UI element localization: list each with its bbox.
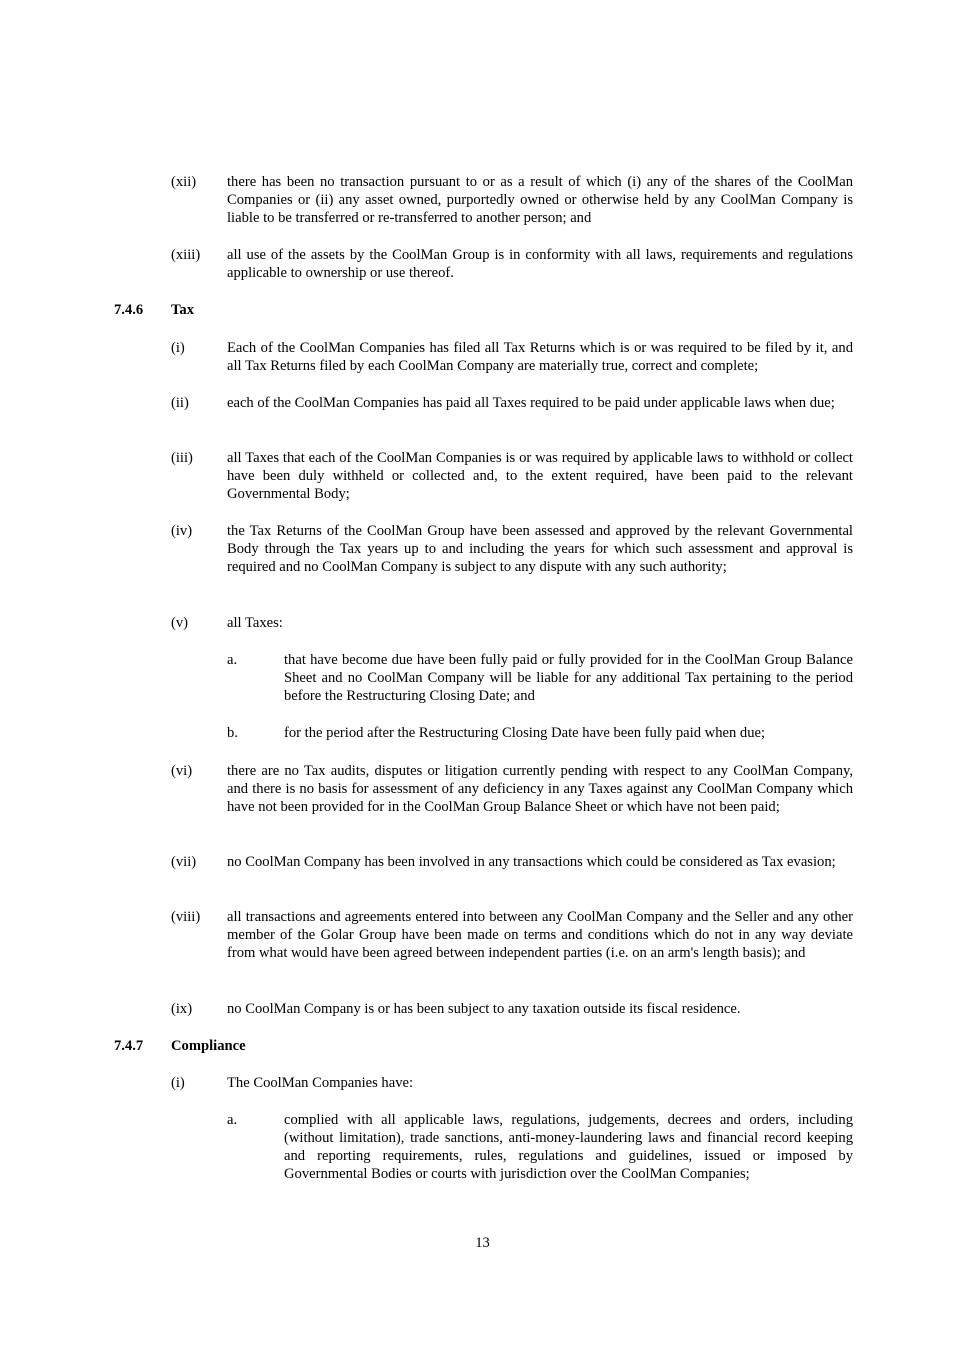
item-text: all transactions and agreements entered into between any CoolMan Company and the Seller and any other member of the Golar Group have been made on terms and conditions which do not in any way deviate from what would have been agreed between independent parties (i.e. on an arm's length basis); and: [227, 909, 853, 961]
item-number: (ii): [171, 395, 189, 411]
item-text: The CoolMan Companies have:: [227, 1075, 414, 1091]
item-number: (iv): [171, 523, 193, 539]
sub-item-text: for the period after the Restructuring Closing Date have been fully paid when due;: [284, 725, 766, 741]
sub-item-letter: a.: [227, 1112, 238, 1128]
sub-item-text: that have become due have been fully paid or fully provided for in the CoolMan Group Balance Sheet and no CoolMan Company will be liable for any additional Tax pertaining to the period before the Restructuring Closing Date; and: [284, 652, 853, 704]
item-text: all Taxes that each of the CoolMan Companies is or was required by applicable laws to withhold or collect have been duly withheld or collected and, to the extent required, have been paid to the relevant Governmental Body;: [227, 450, 853, 502]
sub-item-letter: a.: [227, 652, 238, 668]
item-number: (v): [171, 615, 189, 631]
section-title: Tax: [171, 302, 194, 318]
page-number: 13: [475, 1235, 490, 1251]
section-number: 7.4.7: [114, 1038, 144, 1054]
item-number: (vii): [171, 854, 197, 870]
item-text: no CoolMan Company is or has been subject to any taxation outside its fiscal residence.: [227, 1001, 741, 1017]
item-text: all use of the assets by the CoolMan Group is in conformity with all laws, requirements and regulations applicable to ownership or use thereof.: [227, 247, 853, 281]
item-number: (i): [171, 1075, 185, 1091]
item-text: no CoolMan Company has been involved in any transactions which could be considered as Tax evasion;: [227, 854, 836, 870]
item-number: (vi): [171, 763, 193, 779]
sub-item-letter: b.: [227, 725, 238, 741]
item-text: all Taxes:: [227, 615, 283, 631]
item-number: (xiii): [171, 247, 201, 263]
item-text: there are no Tax audits, disputes or litigation currently pending with respect to any CoolMan Company, and there is no basis for assessment of any deficiency in any Taxes against any CoolMan Company which have not been provided for in the CoolMan Group Balance Sheet or which have not been paid;: [227, 763, 853, 815]
item-text: Each of the CoolMan Companies has filed all Tax Returns which is or was required to be filed by it, and all Tax Returns filed by each CoolMan Company are materially true, correct and complete;: [227, 340, 853, 374]
item-number: (iii): [171, 450, 193, 466]
item-number: (xii): [171, 174, 197, 190]
item-number: (ix): [171, 1001, 193, 1017]
section-number: 7.4.6: [114, 302, 144, 318]
item-text: each of the CoolMan Companies has paid all Taxes required to be paid under applicable laws when due;: [227, 395, 835, 411]
sub-item-text: complied with all applicable laws, regulations, judgements, decrees and orders, including (without limitation), trade sanctions, anti-money-laundering laws and financial record keeping and reporting requirements, rules, regulations and guidelines, issued or imposed by Governmental Bodies or courts with jurisdiction over the CoolMan Companies;: [284, 1112, 853, 1182]
item-number: (i): [171, 340, 185, 356]
item-number: (viii): [171, 909, 201, 925]
item-text: the Tax Returns of the CoolMan Group have been assessed and approved by the relevant Governmental Body through the Tax years up to and including the years for which such assessment and approval is required and no CoolMan Company is subject to any dispute with any such authority;: [227, 523, 853, 575]
item-text: there has been no transaction pursuant to or as a result of which (i) any of the shares of the CoolMan Companies or (ii) any asset owned, purportedly owned or otherwise held by any CoolMan Company is liable to be transferred or re-transferred to another person; and: [227, 174, 853, 226]
section-title: Compliance: [171, 1038, 246, 1054]
